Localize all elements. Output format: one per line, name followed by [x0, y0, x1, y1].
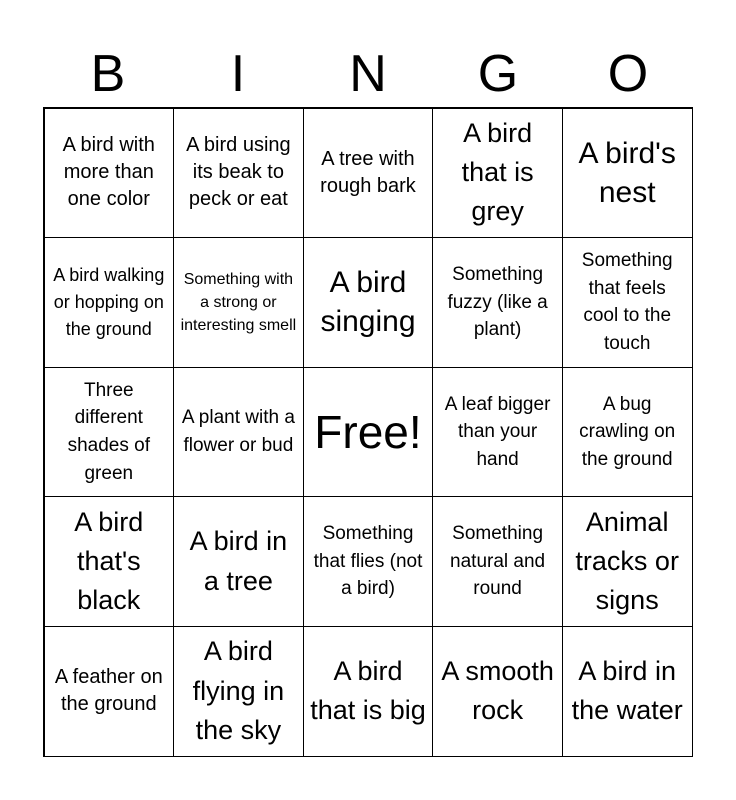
cell-label: A bird that is big [310, 656, 426, 726]
bingo-cell-r5-c5[interactable] [562, 626, 693, 757]
cell-label: Something fuzzy (like a plant) [447, 264, 548, 341]
cell-label: A bug crawling on the ground [579, 393, 676, 470]
cell-label: A plant with a flower or bud [181, 407, 295, 456]
bingo-cell-r1-c3[interactable] [303, 108, 434, 239]
cell-label: A bird walking or hopping on the ground [53, 264, 165, 339]
cell-label: A bird flying in the sky [192, 636, 285, 745]
bingo-cell-r3-c3[interactable] [303, 367, 434, 498]
cell-label: A bird's nest [578, 136, 676, 209]
bingo-cell-r2-c1[interactable] [44, 237, 175, 368]
bingo-cell-r5-c1[interactable] [44, 626, 175, 757]
bingo-cell-r1-c4[interactable] [432, 108, 563, 239]
cell-label: Something that feels cool to the touch [581, 250, 673, 354]
cell-label: Animal tracks or signs [575, 506, 679, 616]
cell-label: A bird in a tree [189, 526, 288, 596]
bingo-cell-r1-c5[interactable] [562, 108, 693, 239]
cell-label: A feather on the ground [54, 666, 163, 716]
cell-label: Something with a strong or interesting smell [180, 270, 297, 334]
header-letter-i: I [230, 45, 246, 103]
bingo-cell-r2-c5[interactable] [562, 237, 693, 368]
bingo-cell-r5-c4[interactable] [432, 626, 563, 757]
bingo-cell-r3-c2[interactable] [173, 367, 304, 498]
bingo-cell-r4-c1[interactable] [44, 496, 175, 627]
header-letter-o: O [607, 45, 649, 103]
bingo-cell-r4-c2[interactable] [173, 496, 304, 627]
bingo-cell-r2-c3[interactable] [303, 237, 434, 368]
bingo-cell-r2-c2[interactable] [173, 237, 304, 368]
bingo-card-grid [43, 107, 693, 757]
bingo-cell-r3-c1[interactable] [44, 367, 175, 498]
cell-label: A bird in the water [571, 656, 683, 726]
cell-label: Three different shades of green [67, 379, 150, 484]
bingo-cell-r4-c5[interactable] [562, 496, 693, 627]
bingo-cell-r2-c4[interactable] [432, 237, 563, 368]
bingo-cell-r4-c4[interactable] [432, 496, 563, 627]
free-space-label: Free! [314, 405, 422, 458]
cell-label: A bird with more than one color [62, 134, 155, 211]
header-letter-n: N [349, 45, 387, 103]
cell-label: A bird using its beak to peck or eat [186, 134, 291, 211]
bingo-cell-r3-c4[interactable] [432, 367, 563, 498]
cell-label: A smooth rock [441, 656, 554, 726]
cell-label: A leaf bigger than your hand [444, 393, 551, 470]
cell-label: A bird that's black [74, 506, 144, 616]
cell-label: A bird singing [320, 266, 416, 339]
bingo-cell-r4-c3[interactable] [303, 496, 434, 627]
cell-label: Something natural and round [450, 523, 546, 600]
header-letter-g: G [477, 45, 519, 103]
header-letter-b: B [90, 45, 126, 103]
bingo-cell-r1-c2[interactable] [173, 108, 304, 239]
bingo-header [43, 40, 693, 108]
bingo-cell-r1-c1[interactable] [44, 108, 175, 239]
cell-label: A bird that is grey [461, 118, 534, 227]
cell-label: Something that flies (not a bird) [313, 523, 423, 600]
bingo-cell-r3-c5[interactable] [562, 367, 693, 498]
bingo-cell-r5-c2[interactable] [173, 626, 304, 757]
cell-label: A tree with rough bark [320, 147, 416, 197]
bingo-cell-r5-c3[interactable] [303, 626, 434, 757]
